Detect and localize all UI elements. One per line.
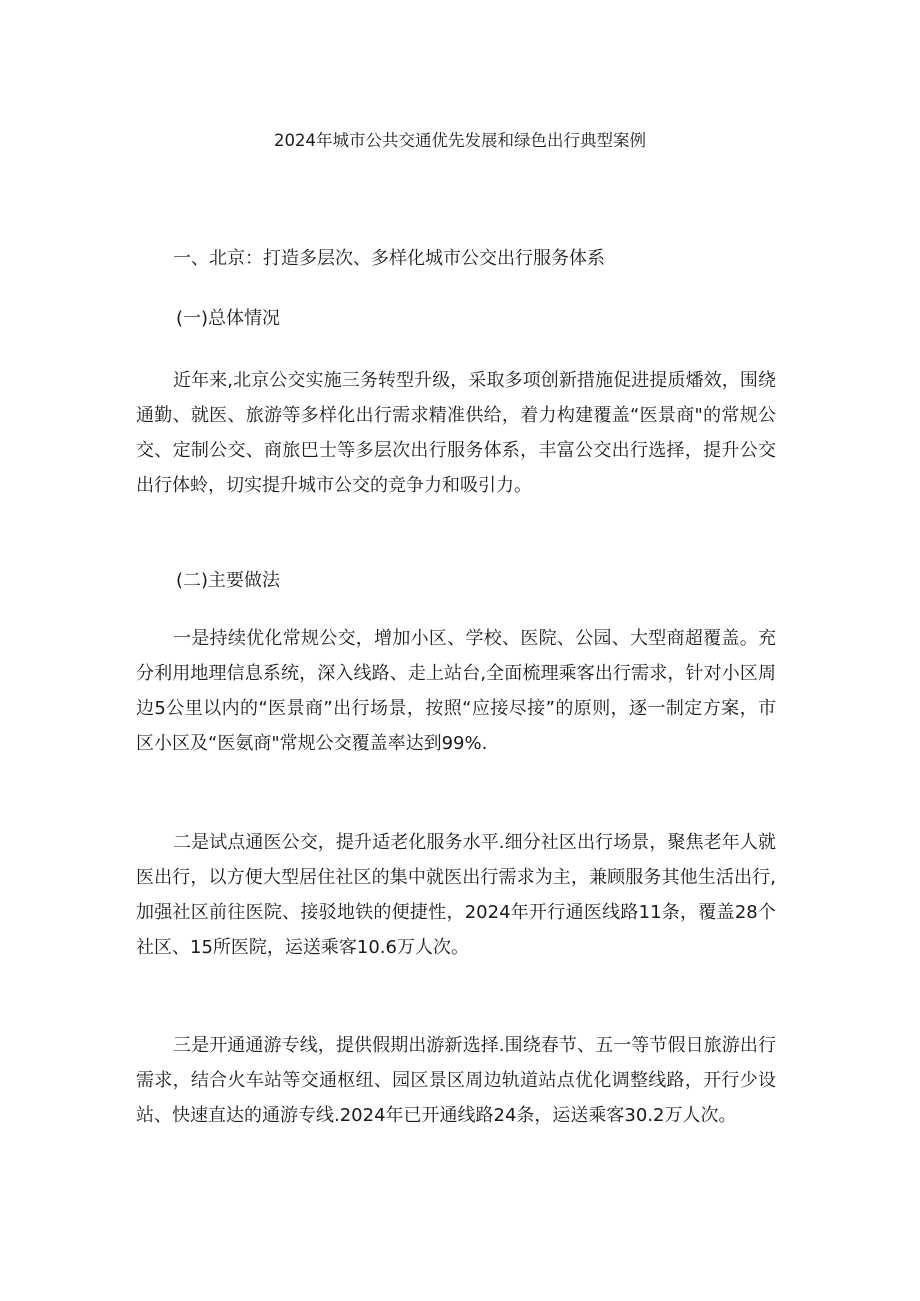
subheading-main-practices: (二)主要做法 (176, 570, 281, 591)
paragraph-tour-bus: 三是开通通游专线，提供假期出游新选择.围绕春节、五一等节假日旅游出行需求，结合火车站等交通枢纽、园区景区周边轨道站点优化调整线路，开行少设站、快速直达的通游专线.2024年已开通线路24条，运送乘客30.2万人次。 (136, 1035, 776, 1126)
paragraph-regular-bus: 一是持续优化常规公交，增加小区、学校、医院、公园、大型商超覆盖。充分利用地理信息系统，深入线路、走上站台,全面梳理乘客出行需求，针对小区周边5公里以内的“医景商”出行场景，按照“应接尽接”的原则，逐一制定方案，市区小区及“医氨商"常规公交覆盖率达到99%. (136, 628, 776, 754)
document-title: 2024年城市公共交通优先发展和绿色出行典型案例 (274, 131, 646, 150)
paragraph-overview: 近年来,北京公交实施三务转型升级，采取多项创新措施促进提质燔效，围绕通勤、就医、旅游等多样化出行需求精准供给，着力构建覆盖“医景商"的常规公交、定制公交、商旅巴士等多层次出行服务体系，丰富公交出行选择，提升公交出行体蛉，切实提升城市公交的竞争力和吸引力。 (136, 370, 776, 496)
subheading-overview: (一)总体情况 (176, 308, 281, 329)
paragraph-medical-bus: 二是试点通医公交，提升适老化服务水平.细分社区出行场景，聚焦老年人就医出行，以方便大型居住社区的集中就医出行需求为主，兼顾服务其他生活出行,加强社区前往医院、接驳地铁的便捷性，2024年开行通医线路11条，覆盖28个社区、15所医院，运送乘客10.6万人次。 (136, 832, 776, 958)
section-heading-beijing: 一、北京：打造多层次、多样化城市公交出行服务体系 (173, 248, 605, 269)
